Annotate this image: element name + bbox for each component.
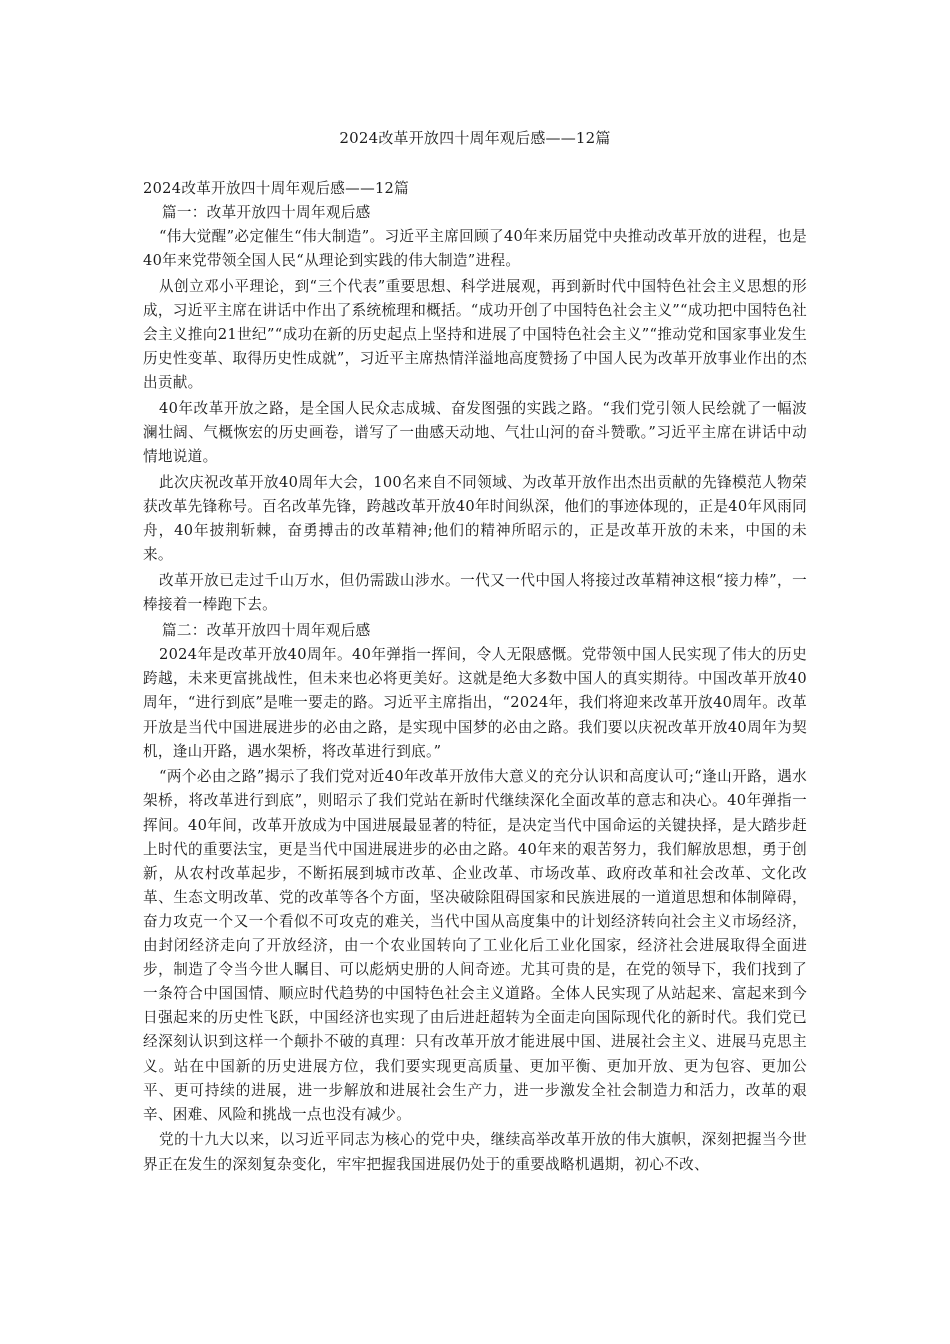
document-title: 2024改革开放四十周年观后感——12篇 xyxy=(339,129,611,147)
paragraph: 此次庆祝改革开放40周年大会，100名来自不同领域、为改革开放作出杰出贡献的先锋模范人物荣获改革先锋称号。百名改革先锋，跨越改革开放40年时间纵深，他们的事迹体现的，正是40年风雨同舟，40年披荆斩棘，奋勇搏击的改革精神;他们的精神所昭示的，正是改革开放的未来，中国的未来。 xyxy=(143,474,807,564)
paragraph: 党的十九大以来，以习近平同志为核心的党中央，继续高举改革开放的伟大旗帜，深刻把握当今世界正在发生的深刻复杂变化，牢牢把握我国进展仍处于的重要战略机遇期，初心不改、 xyxy=(143,1131,807,1173)
paragraph: “两个必由之路”揭示了我们党对近40年改革开放伟大意义的充分认识和高度认可;“逢山开路，遇水架桥，将改革进行到底”，则昭示了我们党站在新时代继续深化全面改革的意志和决心。40年弹指一挥间。40年间，改革开放成为中国进展最显著的特征，是决定当代中国命运的关键抉择，是大踏步赶上时代的重要法宝，更是当代中国进展进步的必由之路。40年来的艰苦努力，我们解放思想，勇于创新，从农村改革起步，不断拓展到城市改革、企业改革、市场改革、政府改革和社会改革、文化改革、生态文明改革、党的改革等各个方面，坚决破除阻碍国家和民族进展的一道道思想和体制障碍，奋力攻克一个又一个看似不可攻克的难关，当代中国从高度集中的计划经济转向社会主义市场经济，由封闭经济走向了开放经济，由一个农业国转向了工业化后工业化国家，经济社会进展取得全面进步，制造了令当今世人瞩目、可以彪炳史册的人间奇迹。尤其可贵的是，在党的领导下，我们找到了一条符合中国国情、顺应时代趋势的中国特色社会主义道路。全体人民实现了从站起来、富起来到今日强起来的历史性飞跃，中国经济也实现了由后进赶超转为全面走向国际现代化的新时代。我们党已经深刻认识到这样一个颠扑不破的真理：只有改革开放才能进展中国、进展社会主义、进展马克思主义。站在中国新的历史进展方位，我们要实现更高质量、更加平衡、更加开放、更为包容、更加公平、更可持续的进展，进一步解放和进展社会生产力，进一步激发全社会制造力和活力，改革的艰辛、困难、风险和挑战一点也没有减少。 xyxy=(143,768,807,1123)
paragraph: 2024年是改革开放40周年。40年弹指一挥间，令人无限感慨。党带领中国人民实现了伟大的历史跨越，未来更富挑战性，但未来也必将更美好。这就是绝大多数中国人的真实期待。中国改革开放40周年，“进行到底”是唯一要走的路。习近平主席指出，“2024年，我们将迎来改革开放40周年。改革开放是当代中国进展进步的必由之路，是实现中国梦的必由之路。我们要以庆祝改革开放40周年为契机，逢山开路，遇水架桥，将改革进行到底。” xyxy=(143,646,807,760)
section-heading-1: 篇一：改革开放四十周年观后感 xyxy=(162,204,371,222)
paragraph: 从创立邓小平理论，到“三个代表”重要思想、科学进展观，再到新时代中国特色社会主义思想的形成，习近平主席在讲话中作出了系统梳理和概括。“成功开创了中国特色社会主义”“成功把中国特色社会主义推向21世纪”“成功在新的历史起点上坚持和进展了中国特色社会主义”“推动党和国家事业发生历史性变革、取得历史性成就”，习近平主席热情洋溢地高度赞扬了中国人民为改革开放事业作出的杰出贡献。 xyxy=(143,278,807,392)
section-heading-2: 篇二：改革开放四十周年观后感 xyxy=(162,622,371,640)
document-body xyxy=(143,177,807,1178)
paragraph: “伟大觉醒”必定催生“伟大制造”。习近平主席回顾了40年来历届党中央推动改革开放的进程，也是40年来党带领全国人民“从理论到实践的伟大制造”进程。 xyxy=(143,228,807,270)
paragraph: 40年改革开放之路，是全国人民众志成城、奋发图强的实践之路。“我们党引领人民绘就了一幅波澜壮阔、气概恢宏的历史画卷，谱写了一曲感天动地、气壮山河的奋斗赞歌。”习近平主席在讲话中动情地说道。 xyxy=(143,400,807,466)
paragraph: 改革开放已走过千山万水，但仍需跋山涉水。一代又一代中国人将接过改革精神这根“接力棒”，一棒接着一棒跑下去。 xyxy=(143,572,807,614)
document-subtitle: 2024改革开放四十周年观后感——12篇 xyxy=(143,180,410,197)
